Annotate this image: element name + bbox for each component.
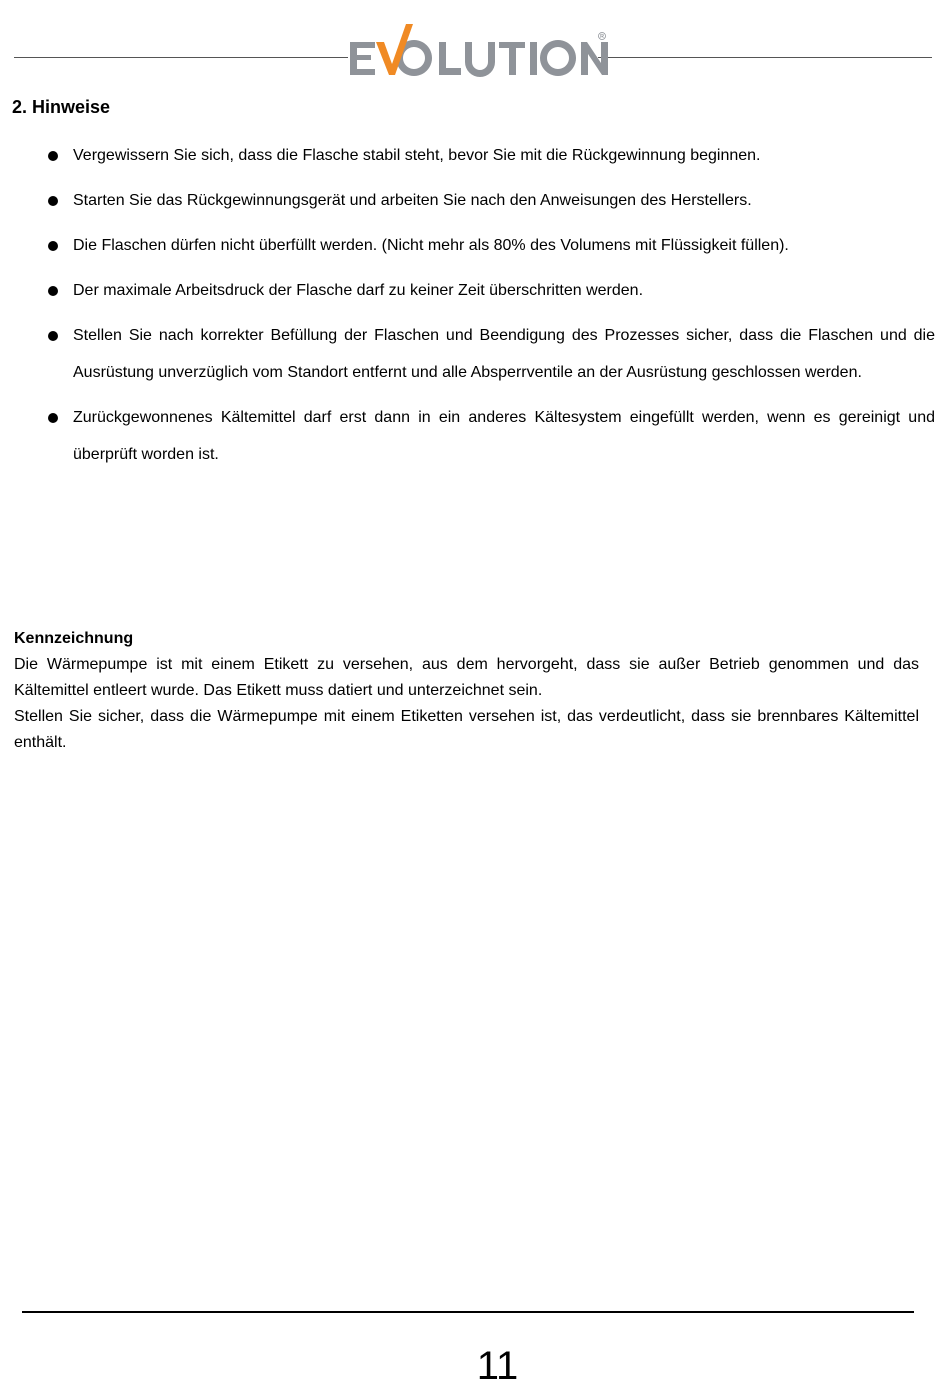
list-item-text: Stellen Sie nach korrekter Befüllung der Flaschen und Beendigung des Prozesses sicher, dass die Flaschen und die Ausrüstung unverzüglich vom Standort entfernt und alle Absperrventile an der Ausrüstung geschlossen werden. <box>73 327 935 381</box>
list-item <box>0 317 935 391</box>
list-item-text: Vergewissern Sie sich, dass die Flasche stabil steht, bevor Sie mit die Rückgewinnung beginnen. <box>73 147 761 164</box>
bullet-icon <box>48 286 58 296</box>
bullet-icon <box>48 413 58 423</box>
labeling-paragraph: Stellen Sie sicher, dass die Wärmepumpe mit einem Etiketten versehen ist, das verdeutlicht, dass sie brennbares Kältemittel enthält. <box>14 708 919 751</box>
list-item-text: Die Flaschen dürfen nicht überfüllt werden. (Nicht mehr als 80% des Volumens mit Flüssigkeit füllen). <box>73 237 789 254</box>
evolution-logo <box>348 20 610 80</box>
list-item <box>0 272 935 309</box>
instruction-list <box>0 137 935 481</box>
labeling-section <box>14 626 919 756</box>
header-rule-left <box>14 57 348 58</box>
bullet-icon <box>48 196 58 206</box>
section-title: 2. Hinweise <box>12 97 111 117</box>
labeling-paragraph: Die Wärmepumpe ist mit einem Etikett zu versehen, aus dem hervorgeht, dass sie außer Betrieb genommen und das Kältemittel entleert wurde. Das Etikett muss datiert und unterzeichnet sein. <box>14 656 919 699</box>
list-item-text: Der maximale Arbeitsdruck der Flasche darf zu keiner Zeit überschritten werden. <box>73 282 644 299</box>
list-item <box>0 182 935 219</box>
list-item <box>0 137 935 174</box>
bullet-icon <box>48 151 58 161</box>
list-item <box>0 399 935 473</box>
header-rule-right <box>598 57 932 58</box>
bullet-icon <box>48 331 58 341</box>
labeling-title: Kennzeichnung <box>14 630 134 647</box>
bullet-icon <box>48 241 58 251</box>
footer-rule <box>22 1311 914 1313</box>
list-item-text: Zurückgewonnenes Kältemittel darf erst dann in ein anderes Kältesystem eingefüllt werden, wenn es gereinigt und überprüft worden ist. <box>73 409 935 463</box>
list-item-text: Starten Sie das Rückgewinnungsgerät und arbeiten Sie nach den Anweisungen des Herstellers. <box>73 192 752 209</box>
page-number: 11 <box>476 1344 519 1388</box>
list-item <box>0 227 935 264</box>
